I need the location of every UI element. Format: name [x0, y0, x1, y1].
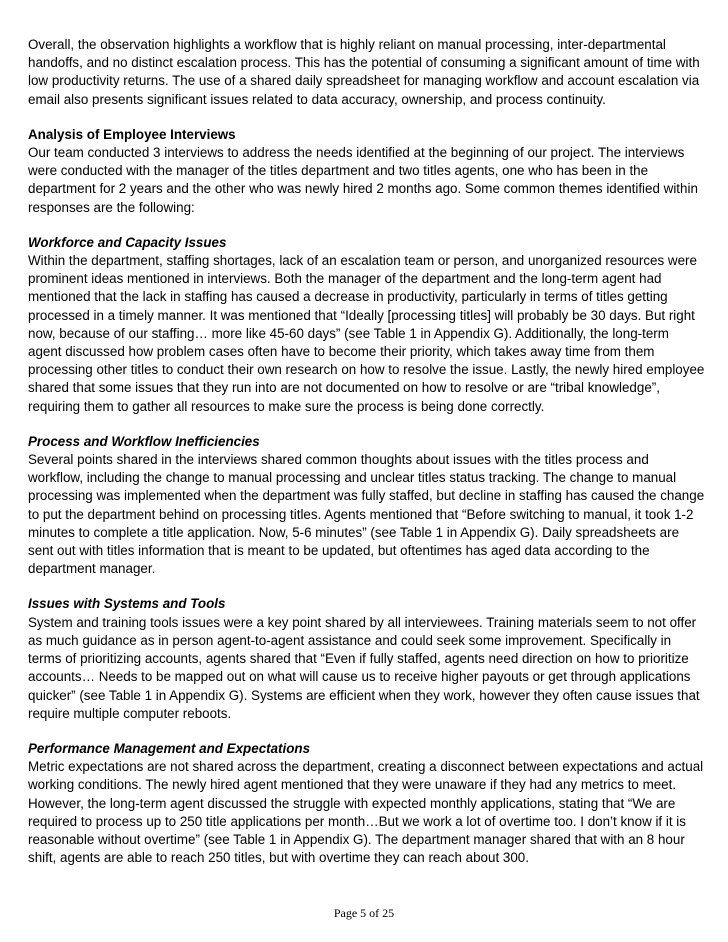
analysis-paragraph: Our team conducted 3 interviews to address the needs identified at the beginning of our project. The interviews were conducted with the manager of the titles department and two titles agents, one who has been in the department for 2 years and the other who was newly hired 2 months ago. Some common themes identified within responses are the following:: [28, 145, 698, 215]
spacer: [28, 723, 706, 740]
section-heading-performance: Performance Management and Expectations: [28, 740, 311, 756]
section-paragraph-performance: Metric expectations are not shared across the department, creating a disconnect between expectations and actual working conditions. The newly hired agent mentioned that they were unaware if they had any metrics to meet. However, the long-term agent discussed the struggle with expected monthly applications, stating that “We are required to process up to 250 title applications per month…But we work a lot of overtime too. I don’t know if it is reasonable without overtime” (see Table 1 in Appendix G). The department manager shared that with an 8 hour shift, agents are able to reach 250 titles, but with overtime they can reach about 300.: [28, 759, 704, 866]
analysis-heading: Analysis of Employee Interviews: [28, 126, 236, 142]
intro-paragraph: Overall, the observation highlights a workflow that is highly reliant on manual processing, inter-departmental handoffs, and no distinct escalation process. This has the potential of consuming a significant amount of time with low productivity returns. The use of a shared daily spreadsheet for managing workflow and account escalation via email also presents significant issues related to data accuracy, ownership, and process continuity.: [28, 37, 700, 107]
section-paragraph-workforce: Within the department, staffing shortages, lack of an escalation team or person, and unorganized resources were prominent ideas mentioned in interviews. Both the manager of the department and the long-term agent had mentioned that the lack in staffing has caused a decrease in productivity, particularly in terms of titles getting processed in a timely manner. It was mentioned that “Ideally [processing titles] will probably be 30 days. But right now, because of our staffing… more like 45-60 days” (see Table 1 in Appendix G). Additionally, the long-term agent discussed how problem cases often have to become their priority, which takes away time from them processing other titles to conduct their own research on how to resolve the issue. Lastly, the newly hired employee shared that some issues that they run into are not documented on how to resolve or are “tribal knowledge”, requiring them to gather all resources to make sure the process is being done correctly.: [28, 253, 705, 414]
spacer: [28, 109, 706, 126]
section-heading-workforce: Workforce and Capacity Issues: [28, 234, 227, 250]
section-heading-process: Process and Workflow Inefficiencies: [28, 433, 260, 449]
section-paragraph-systems: System and training tools issues were a key point shared by all interviewees. Training materials seem to not offer as much guidance as in person agent-to-agent assistance and could seek some improvement. Specifically in terms of prioritizing accounts, agents shared that “Even if fully staffed, agents need direction on how to prioritize accounts… Needs to be mapped out on what will cause us to receive higher payouts or get through applications quicker” (see Table 1 in Appendix G). Systems are efficient when they work, however they often cause issues that require multiple computer reboots.: [28, 614, 700, 721]
spacer: [28, 578, 706, 595]
document-page: [28, 36, 706, 867]
spacer: [28, 217, 706, 234]
section-paragraph-process: Several points shared in the interviews shared common thoughts about issues with the titles process and workflow, including the change to manual processing and unclear titles status tracking. The change to manual processing was implemented when the department was fully staffed, but decline in staffing has caused the change to put the department behind on processing titles. Agents mentioned that “Before switching to manual, it took 1-2 minutes to complete a title application. Now, 5-6 minutes” (see Table 1 in Appendix G). Daily spreadsheets are sent out with titles information that is meant to be updated, but oftentimes has aged data according to the department manager.: [28, 452, 705, 577]
spacer: [28, 416, 706, 433]
page-number: Page 5 of 25: [333, 906, 395, 920]
section-heading-systems: Issues with Systems and Tools: [28, 596, 226, 612]
